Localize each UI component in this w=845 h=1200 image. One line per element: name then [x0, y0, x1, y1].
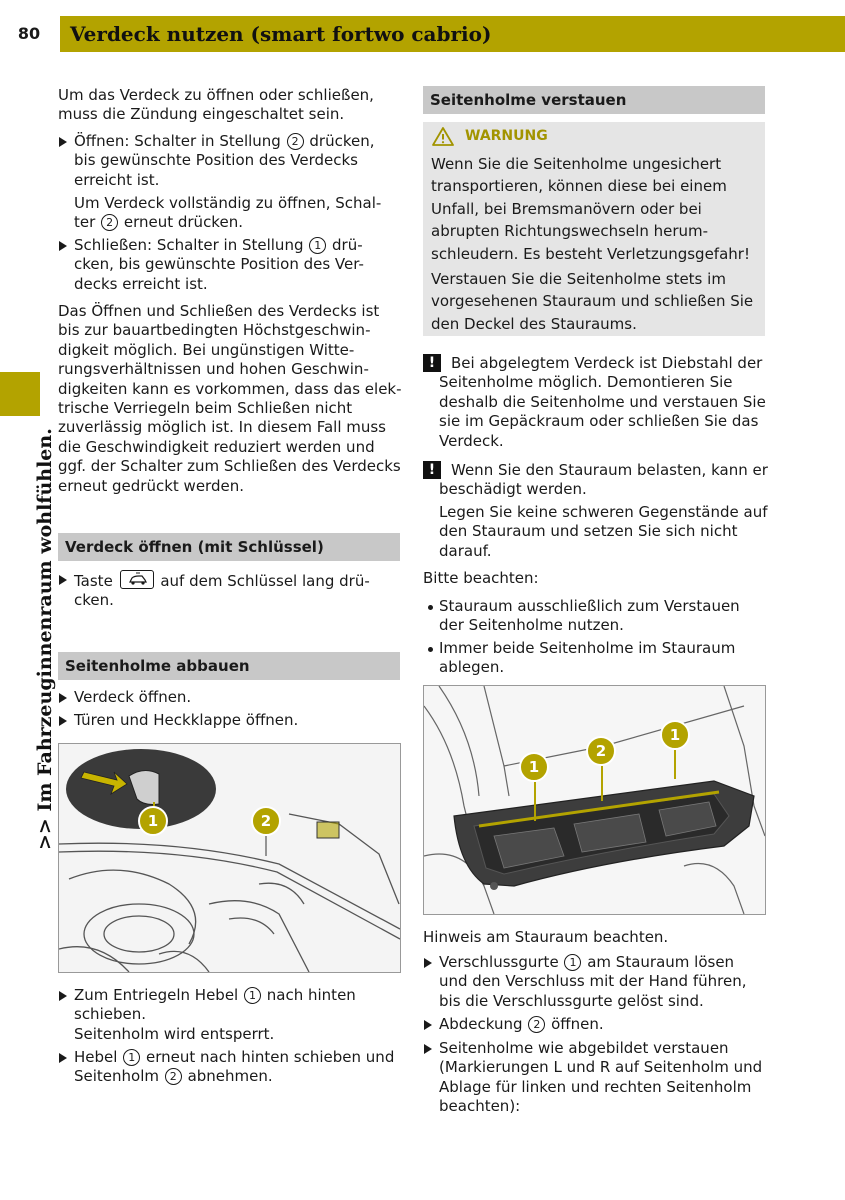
remove-step-2: Türen und Heckklappe öffnen.	[74, 711, 299, 729]
cover-step: Abdeckung 2 öffnen.	[439, 1015, 604, 1033]
warning-instruction: Verstauen Sie die Seitenholme stets im vorgesehenen Stauraum und schließen Sie den Deckel des Stauraums.	[431, 270, 754, 333]
figure2-callout-1: 1	[519, 752, 549, 782]
section-heading-key-open: Verdeck öffnen (mit Schlüssel)	[58, 533, 400, 561]
store-step: Seitenholme wie abgebildet verstauen (Markierungen L und R auf Seitenholm und Ablage für linken und rechten Seitenholm beachten):	[439, 1039, 763, 1116]
notice-exclamation-icon: !	[423, 461, 441, 479]
remove-step-1: Verdeck öffnen.	[74, 688, 192, 706]
position-2-marker: 2	[101, 214, 118, 231]
cover-2-marker: 2	[528, 1016, 545, 1033]
key-step: Taste auf dem Schlüssel lang drü- cken.	[74, 572, 370, 610]
belt-1-marker: 1	[564, 954, 581, 971]
warning-title: WARNUNG	[465, 128, 548, 144]
figure-storage-compartment	[423, 685, 766, 915]
position-1-marker: 1	[309, 237, 326, 254]
figure2-callout-1b: 1	[660, 720, 690, 750]
figure1-callout-2: 2	[251, 806, 281, 836]
intro-text: Um das Verdeck zu öffnen oder schließen, muss die Zündung eingeschaltet sein.	[58, 86, 374, 124]
remove-rail-step: Hebel 1 erneut nach hinten schieben und Seitenholm 2 abnehmen.	[74, 1048, 395, 1086]
belt-step: Verschlussgurte 1 am Stauraum lösen und den Verschluss mit der Hand führen, bis die Verschlussgurte gelöst sind.	[439, 953, 747, 1010]
please-note-label: Bitte beachten:	[423, 569, 539, 587]
chapter-side-label: >> Im Fahrzeuginnenraum wohlfühlen.	[34, 428, 56, 850]
warning-text: Wenn Sie die Seitenholme ungesichert transportieren, können diese bei einem Unfall, bei Bremsmanövern oder bei abrupten Richtungswechseln herum- schleudern. Es besteht Verletzungsgefahr!	[431, 155, 750, 263]
theft-notice: Bei abgelegtem Verdeck ist Diebstahl der Seitenholme möglich. Demontieren Sie deshalb die Seitenholme und verstauen Sie sie im Gepäckraum oder schließen Sie das Verdeck.	[439, 354, 766, 450]
figure2-callout-2: 2	[586, 736, 616, 766]
section-heading-store-rails: Seitenholme verstauen	[423, 86, 765, 114]
chapter-tab-marker	[0, 372, 40, 416]
figure-caption: Hinweis am Stauraum beachten.	[423, 928, 669, 946]
note-bullet-2: Immer beide Seitenholme im Stauraum ablegen.	[439, 639, 736, 677]
unlock-step: Zum Entriegeln Hebel 1 nach hinten schieben. Seitenholm wird entsperrt.	[74, 986, 356, 1043]
figure-roof-rail-lever	[58, 743, 401, 973]
section-heading-remove-rails: Seitenholme abbauen	[58, 652, 400, 680]
load-notice: Wenn Sie den Stauraum belasten, kann er beschädigt werden.	[439, 461, 768, 499]
figure1-callout-1: 1	[138, 806, 168, 836]
open-fully-text: Um Verdeck vollständig zu öffnen, Schal- ter 2 erneut drücken.	[74, 194, 382, 232]
position-2-marker: 2	[287, 133, 304, 150]
load-notice-instruction: Legen Sie keine schweren Gegenstände auf den Stauraum und setzen Sie sich nicht darauf.	[439, 503, 768, 560]
key-roof-button-icon	[120, 570, 154, 589]
rail-2-marker: 2	[165, 1068, 182, 1085]
lever-1-marker: 1	[123, 1049, 140, 1066]
figure-roof-rail-lever-drawing	[59, 744, 400, 972]
notice-exclamation-icon: !	[423, 354, 441, 372]
page-number: 80	[17, 24, 41, 43]
close-step: Schließen: Schalter in Stellung 1 drü- cken, bis gewünschte Position des Ver- decks erreicht ist.	[74, 236, 364, 293]
note-bullet-1: Stauraum ausschließlich zum Verstauen der Seitenholme nutzen.	[439, 597, 740, 635]
open-step: Öffnen: Schalter in Stellung 2 drücken, bis gewünschte Position des Verdecks erreicht ist.	[74, 132, 375, 189]
lever-1-marker: 1	[244, 987, 261, 1004]
speed-paragraph: Das Öffnen und Schließen des Verdecks ist bis zur bauartbedingten Höchstgeschwin- digkeit möglich. Bei ungünstigen Witte- rungsverhältnissen und hohen Geschwin- digkeiten kann es vorkommen, dass das elek- trische Verriegeln beim Schließen nicht zuverlässig möglich ist. In diesem Fall muss die Geschwindigkeit reduziert werden und ggf. der Schalter zum Schließen des Verdecks erneut gedrückt werden.	[58, 302, 402, 495]
page-title: Verdeck nutzen (smart fortwo cabrio)	[70, 22, 492, 46]
figure-storage-compartment-drawing	[424, 686, 765, 914]
warning-triangle-icon	[431, 126, 455, 147]
